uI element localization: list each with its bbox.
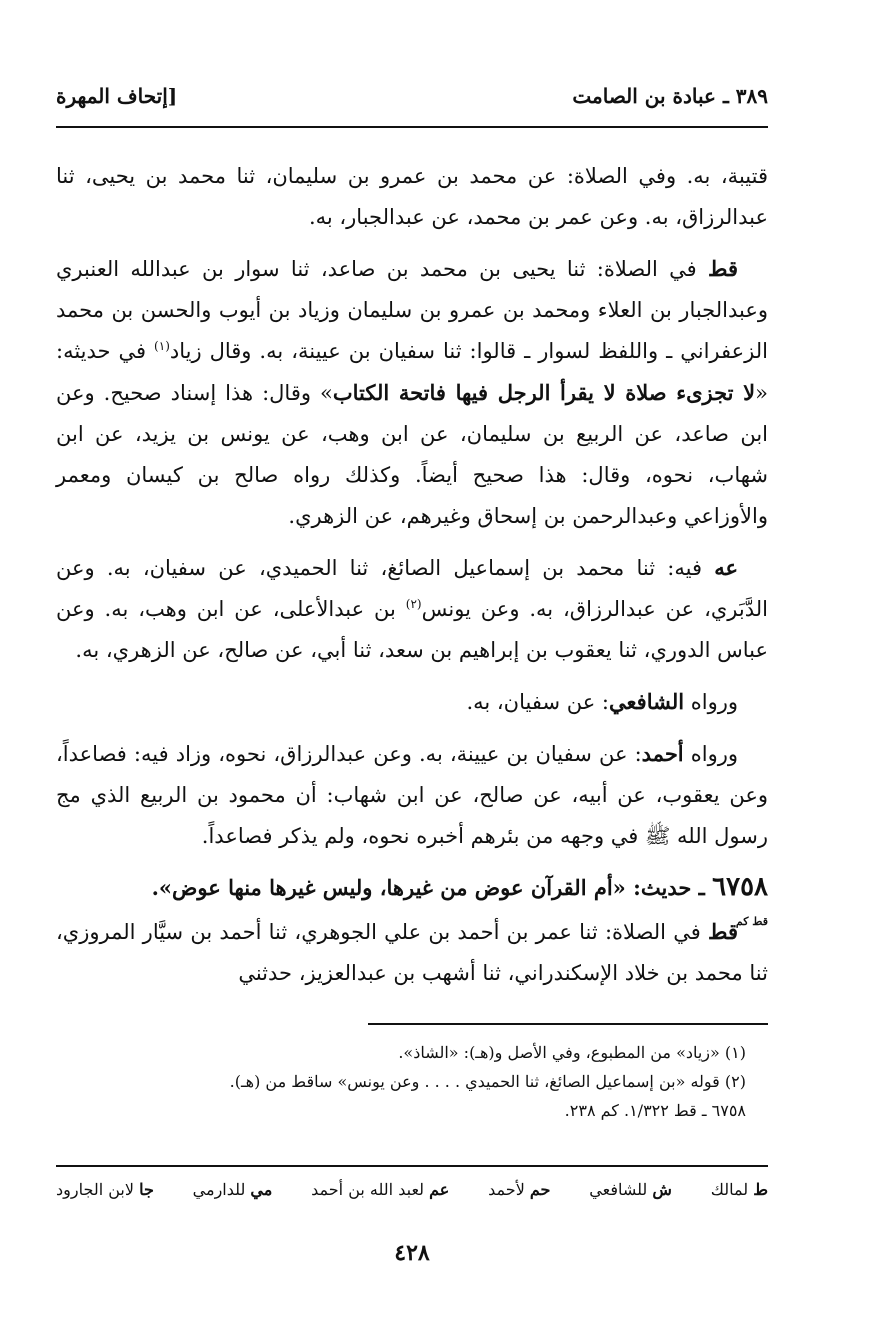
paragraph-2-text-a: في الصلاة: ثنا يحيى بن محمد بن صاعد، ثنا سوار بن عبدالله العنبري وعبدالجبار بن العلاء ومحمد بن عمرو بن سليمان وزياد بن أيوب والحسن بن محمد الزعفراني ـ واللفظ لسوار ـ قالوا: ثنا سفيان بن عيينة، به. وقال زياد (56, 257, 768, 363)
paragraph-6 (56, 911, 768, 994)
book-page (56, 0, 768, 1337)
legend-label: للشافعي (589, 1180, 653, 1199)
paragraph-1 (56, 156, 768, 238)
legend-code: حم (529, 1180, 551, 1199)
paragraph-2 (56, 248, 768, 537)
hadith-number: ٦٧٥٨ (712, 872, 768, 902)
legend-item (311, 1180, 449, 1199)
hadith-label: حديث (640, 875, 692, 900)
paragraph-5-text-b: : عن سفيان بن عيينة، به. وعن عبدالرزاق، نحوه، وزاد فيه: فصاعداً، وعن يعقوب، عن أبيه، عن صالح، عن ابن شهاب: أن محمود بن الربيع الذي مج رسول الله ﷺ في وجهه من بئرهم أخبره نحوه، ولم يذكر فصاعداً. (56, 742, 768, 848)
footnote-ref-2: (٢) (405, 597, 422, 611)
paragraph-2-text-c: » وقال: هذا إسناد صحيح. وعن ابن صاعد، عن الربيع بن سليمان، عن ابن وهب، عن يونس بن يزيد، عن ابن شهاب، نحوه، وقال: هذا صحيح أيضاً. وكذلك رواه صالح بن كيسان ومعمر والأوزاعي وعبدالرحمن بن إسحاق وغيرهم، عن الزهري. (56, 381, 768, 528)
hadith-dash: ـ (691, 875, 713, 900)
source-code: عه (714, 555, 738, 580)
legend-item (193, 1180, 273, 1199)
paragraph-3-text-a: فيه: ثنا محمد بن إسماعيل الصائغ، ثنا الحميدي، عن سفيان، به. وعن الدَّبَري، عن عبدالرزاق، به. وعن يونس (56, 556, 768, 621)
paragraph-1-text: قتيبة، به. وفي الصلاة: عن محمد بن عمرو بن سليمان، ثنا محمد بن يحيى، ثنا عبدالرزاق، به. وعن عمر بن محمد، عن عبدالجبار، به. (56, 164, 768, 229)
hadith-sigla: قط كم (735, 915, 768, 928)
running-header (56, 78, 768, 118)
legend-code: ط (753, 1180, 768, 1199)
abbreviation-legend (56, 1180, 768, 1199)
legend-item (488, 1180, 550, 1199)
source-name: أحمد (641, 741, 684, 766)
page-number: ٤٢٨ (394, 1240, 430, 1266)
legend-item (56, 1180, 154, 1199)
paragraph-4 (56, 681, 768, 723)
paragraph-6-text: في الصلاة: ثنا عمر بن أحمد بن علي الجوهري، ثنا أحمد بن سيَّار المروزي، ثنا محمد بن خلاد الإسكندراني، ثنا أشهب بن عبدالعزيز، حدثني (56, 920, 768, 985)
paragraph-5 (56, 733, 768, 857)
legend-item (589, 1180, 672, 1199)
footnote-rule (368, 1023, 768, 1025)
legend-label: للدارمي (192, 1180, 251, 1199)
header-book-title: [إتحاف المهرة (56, 84, 178, 108)
footnote-ref-1: (١) (154, 339, 170, 353)
source-name: الشافعي (609, 689, 685, 714)
footnote-2: (٢) قوله «بن إسماعيل الصائغ، ثنا الحميدي . . . . وعن يونس» ساقط من (هـ). (229, 1072, 746, 1091)
hadith-quote: لا تجزىء صلاة لا يقرأ الرجل فيها فاتحة الكتاب (332, 380, 756, 405)
legend-label: لعبد الله بن أحمد (311, 1180, 430, 1199)
paragraph-4-text-a: ورواه (684, 690, 738, 714)
hadith-text: : «أم القرآن عوض من غيرها، وليس غيرها منها عوض». (151, 875, 641, 900)
paragraph-2-text-b: في حديثه: « (56, 339, 768, 405)
legend-label: لأحمد (488, 1180, 530, 1199)
main-text (56, 156, 768, 1004)
legend-code: جا (139, 1180, 154, 1199)
footnotes (56, 1038, 746, 1125)
legend-code: مي (250, 1180, 273, 1199)
source-code: قط (708, 919, 738, 944)
legend-label: لمالك (710, 1180, 754, 1199)
header-rule (56, 126, 768, 128)
paragraph-3-text-b: بن عبدالأعلى، عن ابن وهب، به. وعن عباس الدوري، ثنا يعقوب بن إبراهيم بن سعد، ثنا أبي، عن صالح، عن الزهري، به. (56, 597, 768, 662)
hadith-heading (56, 867, 768, 928)
source-code: قط (708, 256, 738, 281)
legend-rule (56, 1165, 768, 1167)
legend-code: ش (652, 1180, 672, 1199)
legend-label: لابن الجارود (56, 1180, 140, 1199)
paragraph-3 (56, 547, 768, 671)
header-chapter-title: ٣٨٩ ـ عبادة بن الصامت (572, 84, 768, 108)
legend-code: عم (429, 1180, 450, 1199)
paragraph-4-text-b: : عن سفيان، به. (466, 690, 610, 714)
footnote-3: ٦٧٥٨ ـ قط ١/٣٢٢. كم ٢٣٨. (564, 1101, 746, 1120)
legend-item (711, 1180, 768, 1199)
paragraph-5-text-a: ورواه (683, 742, 738, 766)
footnote-1: (١) «زياد» من المطبوع، وفي الأصل و(هـ): «الشاذ». (398, 1043, 746, 1062)
